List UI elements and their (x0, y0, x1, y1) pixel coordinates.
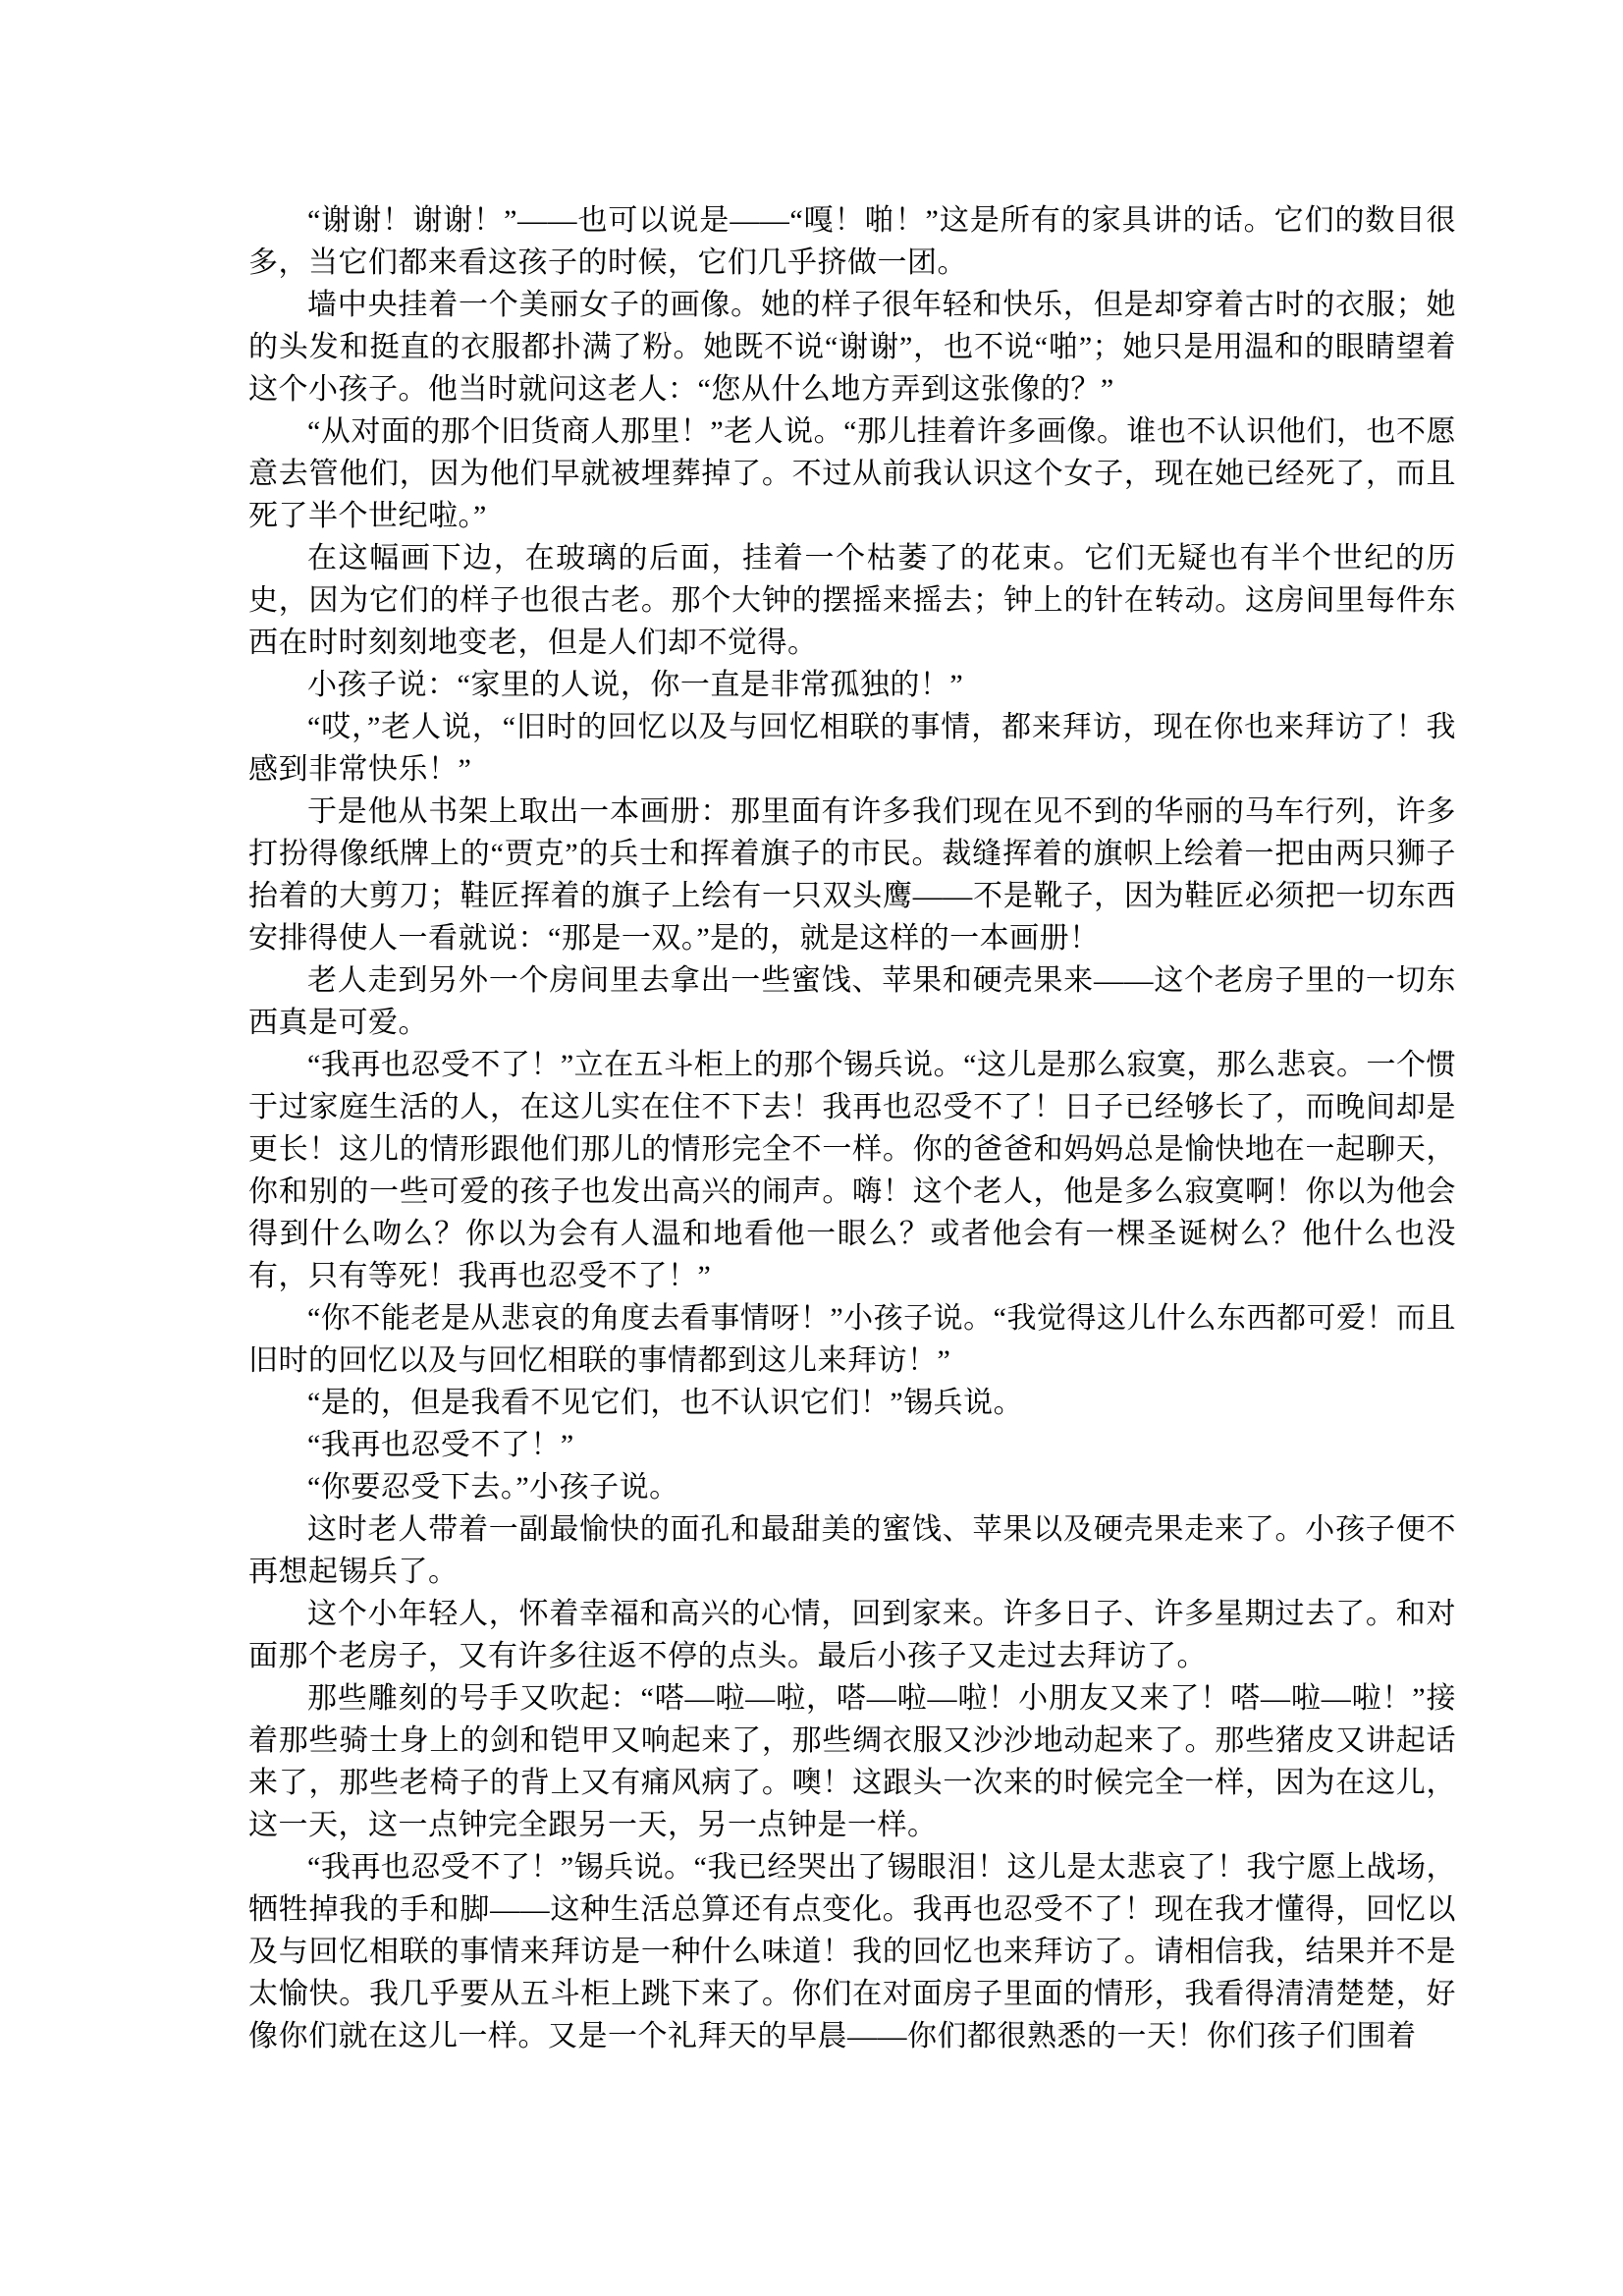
paragraph: “我再也忍受不了！” (307, 1429, 574, 1461)
paragraph: 那些雕刻的号手又吹起：“嗒—啦—啦，嗒—啦—啦！小朋友又来了！嗒—啦—啦！”接着那些骑士身上的剑和铠甲又响起来了，那些绸衣服又沙沙地动起来了。那些猪皮又讲起话来了，那些老椅子的背上又有痛风病了。噢！这跟头一次来的时候完全一样，因为在这儿，这一天，这一点钟完全跟另一天，另一点钟是一样。 (248, 1682, 1456, 1841)
paragraph: 这个小年轻人，怀着幸福和高兴的心情，回到家来。许多日子、许多星期过去了。和对面那个老房子，又有许多往返不停的点头。最后小孩子又走过去拜访了。 (248, 1598, 1456, 1672)
paragraph: 小孩子说：“家里的人说，你一直是非常孤独的！” (307, 669, 964, 701)
paragraph: “你要忍受下去。”小孩子说。 (307, 1471, 679, 1503)
paragraph: “哎，”老人说，“旧时的回忆以及与回忆相联的事情，都来拜访，现在你也来拜访了！我感到非常快乐！” (248, 711, 1456, 786)
paragraph: 老人走到另外一个房间里去拿出一些蜜饯、苹果和硬壳果来——这个老房子里的一切东西真是可爱。 (248, 964, 1456, 1039)
paragraph: “是的，但是我看不见它们，也不认识它们！”锡兵说。 (307, 1387, 1024, 1419)
paragraph: 这时老人带着一副最愉快的面孔和最甜美的蜜饯、苹果以及硬壳果走来了。小孩子便不再想起锡兵了。 (248, 1513, 1456, 1588)
paragraph: 于是他从书架上取出一本画册：那里面有许多我们现在见不到的华丽的马车行列，许多打扮得像纸牌上的“贾克”的兵士和挥着旗子的市民。裁缝挥着的旗帜上绘着一把由两只狮子抬着的大剪刀；鞋匠挥着的旗子上绘有一只双头鹰——不是靴子，因为鞋匠必须把一切东西安排得使人一看就说：“那是一双。”是的，就是这样的一本画册！ (248, 795, 1456, 955)
paragraph: 在这幅画下边，在玻璃的后面，挂着一个枯萎了的花束。它们无疑也有半个世纪的历史，因为它们的样子也很古老。那个大钟的摆摇来摇去；钟上的针在转动。这房间里每件东西在时时刻刻地变老，但是人们却不觉得。 (248, 542, 1456, 659)
paragraph: 墙中央挂着一个美丽女子的画像。她的样子很年轻和快乐，但是却穿着古时的衣服；她的头发和挺直的衣服都扑满了粉。她既不说“谢谢”，也不说“啪”；她只是用温和的眼睛望着这个小孩子。他当时就问这老人：“您从什么地方弄到这张像的？” (248, 289, 1456, 406)
paragraph: “我再也忍受不了！”立在五斗柜上的那个锡兵说。“这儿是那么寂寞，那么悲哀。一个惯于过家庭生活的人，在这儿实在住不下去！我再也忍受不了！日子已经够长了，而晚间却是更长！这儿的情形跟他们那儿的情形完全不一样。你的爸爸和妈妈总是愉快地在一起聊天，你和别的一些可爱的孩子也发出高兴的闹声。嗨！这个老人，他是多么寂寞啊！你以为他会得到什么吻么？你以为会有人温和地看他一眼么？或者他会有一棵圣诞树么？他什么也没有，只有等死！我再也忍受不了！” (248, 1049, 1456, 1292)
paragraph: “从对面的那个旧货商人那里！”老人说。“那儿挂着许多画像。谁也不认识他们，也不愿意去管他们，因为他们早就被埋葬掉了。不过从前我认识这个女子，现在她已经死了，而且死了半个世纪啦。” (248, 415, 1456, 532)
paragraph: “我再也忍受不了！”锡兵说。“我已经哭出了锡眼泪！这儿是太悲哀了！我宁愿上战场，牺牲掉我的手和脚——这种生活总算还有点变化。我再也忍受不了！现在我才懂得，回忆以及与回忆相联的事情来拜访是一种什么味道！我的回忆也来拜访了。请相信我，结果并不是太愉快。我几乎要从五斗柜上跳下来了。你们在对面房子里面的情形，我看得清清楚楚，好像你们就在这儿一样。又是一个礼拜天的早晨——你们都很熟悉的一天！你们孩子们围着 (248, 1851, 1456, 2052)
text-block (248, 199, 1456, 2057)
paragraph: “你不能老是从悲哀的角度去看事情呀！”小孩子说。“我觉得这儿什么东西都可爱！而且旧时的回忆以及与回忆相联的事情都到这儿来拜访！” (248, 1302, 1456, 1377)
paragraph: “谢谢！谢谢！”——也可以说是——“嘎！啪！”这是所有的家具讲的话。它们的数目很多，当它们都来看这孩子的时候，它们几乎挤做一团。 (248, 204, 1456, 279)
